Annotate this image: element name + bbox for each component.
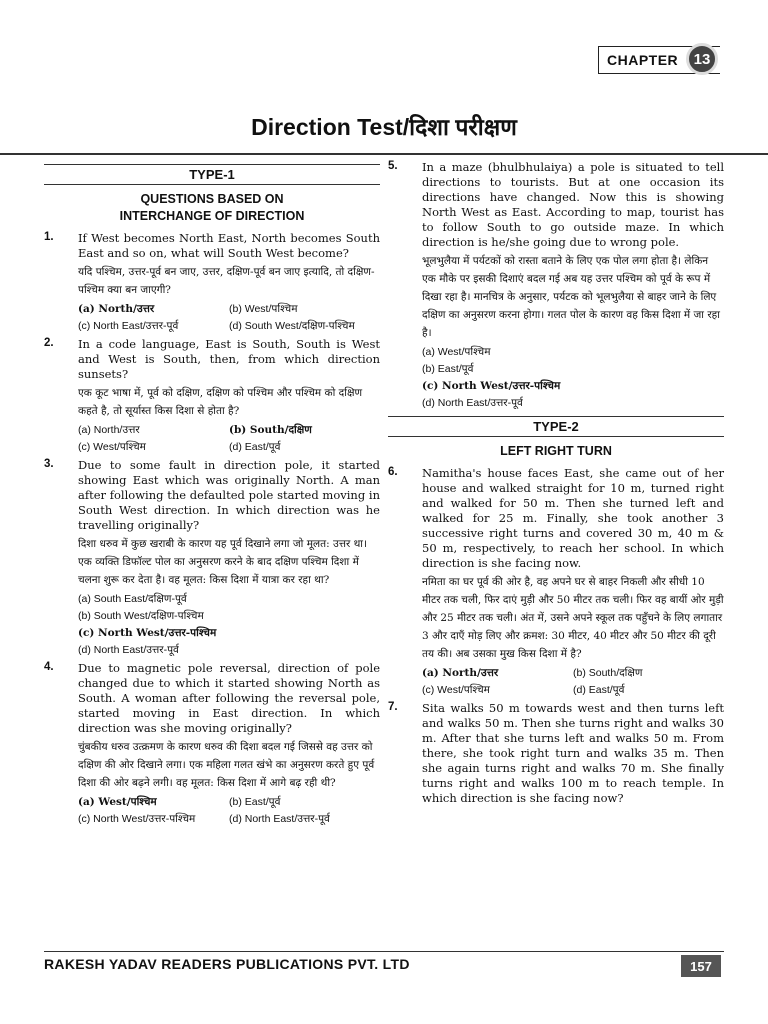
- question-number: 4.: [44, 661, 54, 673]
- footer-divider: [44, 951, 724, 952]
- options: [78, 301, 380, 335]
- question-text-hi: एक कूट भाषा में, पूर्व को दक्षिण, दक्षिण को पश्चिम और पश्चिम को दक्षिण कहते है, तो सूर्यास्त किस दिशा से होता है?: [78, 387, 363, 417]
- question-text-hi: दिशा धरुव में कुछ खराबी के कारण यह पूर्व दिखाने लगा जो मूलत: उत्तर था। एक व्यक्ति डिफॉल्ट पोल का अनुसरण करने के बाद दक्षिण पश्चिम दिशा में चलना शुरू कर देता है। वह मूलत: किस दिशा में यात्रा कर रहा था?: [78, 538, 368, 586]
- option-d: (d) East/पूर्व: [229, 441, 281, 453]
- question-text-en: Due to magnetic pole reversal, direction of pole changed due to which it started showing North as South. A woman after following the reversal pole, started moving in East direction. In which direction was she moving originally?: [78, 661, 380, 735]
- option-b: (b) South/दक्षिण: [573, 667, 643, 679]
- option-c: (c) West/पश्चिम: [78, 441, 146, 453]
- option-d: (d) North East/उत्तर-पूर्व: [422, 397, 523, 409]
- question-text-hi: यदि पश्चिम, उत्तर-पूर्व बन जाए, उत्तर, दक्षिण-पूर्व बन जाए इत्यादि, तो दक्षिण-पश्चिम क्या बन जाएगी?: [78, 266, 375, 296]
- page-number: 157: [681, 955, 721, 977]
- option-c: (c) North West/उत्तर-पश्चिम: [78, 627, 217, 639]
- question-number: 2.: [44, 337, 54, 349]
- option-a: (a) West/पश्चिम: [78, 796, 157, 808]
- option-a: (a) North/उत्तर: [78, 303, 155, 315]
- publisher-name: RAKESH YADAV READERS PUBLICATIONS PVT. LTD: [44, 956, 410, 972]
- type-2-heading: TYPE-2: [388, 416, 724, 437]
- question-text-en: Sita walks 50 m towards west and then turns left and walks 50 m. Then she turns right and walks 30 m. After that she turns left and walks 50 m. From there, she took right turn and walks 35 m. Then she again turns right and walks 70 m. She finally turns right and walks 100 m to reach temple. In which direction is she facing now?: [422, 701, 724, 805]
- question-5: [388, 160, 724, 412]
- title-divider: [0, 153, 768, 155]
- question-number: 7.: [388, 701, 398, 713]
- question-7: [388, 701, 724, 806]
- option-b: (b) West/पश्चिम: [229, 303, 298, 315]
- chapter-label: CHAPTER: [607, 52, 679, 68]
- type-1-subheading: [44, 191, 380, 225]
- option-d: (d) North East/उत्तर-पूर्व: [78, 644, 179, 656]
- option-c: (c) North West/उत्तर-पश्चिम: [422, 380, 561, 392]
- options: [78, 591, 380, 659]
- type-1-heading: TYPE-1: [44, 164, 380, 185]
- question-4: [44, 661, 380, 828]
- subheading-line-2: INTERCHANGE OF DIRECTION: [119, 209, 305, 223]
- type-2-subheading: LEFT RIGHT TURN: [500, 444, 612, 458]
- question-number: 3.: [44, 458, 54, 470]
- question-text-en: If West becomes North East, North becomes South East and so on, what will South West become?: [78, 231, 380, 260]
- option-c: (c) North East/उत्तर-पूर्व: [78, 320, 179, 332]
- question-number: 6.: [388, 466, 398, 478]
- question-text-en: In a maze (bhulbhulaiya) a pole is situated to tell directions to tourists. But at one occasion its directions have changed. Now this is showing North West as East. According to map, tourist has to follow South to go outside maze. In which direction is he/she going due to wrong pole.: [422, 160, 724, 249]
- question-text-en: Namitha's house faces East, she came out of her house and walked straight for 10 m, turned right and walked for 50 m. Then she turned left and walked for 25 m. Finally, she took another 3 successive right turns and covered 30 m, 40 m & 50 m, respectively, to reach her school. In which direction is she facing now.: [422, 466, 724, 570]
- question-1: [44, 231, 380, 335]
- option-b: (b) East/पूर्व: [422, 363, 474, 375]
- option-d: (d) East/पूर्व: [573, 684, 625, 696]
- question-3: [44, 458, 380, 659]
- options: [422, 344, 724, 412]
- subheading-line-1: QUESTIONS BASED ON: [140, 192, 284, 206]
- question-text-en: In a code language, East is South, South is West and West is South, then, from which direction sunsets?: [78, 337, 380, 381]
- question-2: [44, 337, 380, 456]
- question-number: 1.: [44, 231, 54, 243]
- options: [422, 665, 724, 699]
- question-6: [388, 466, 724, 699]
- option-d: (d) North East/उत्तर-पूर्व: [229, 813, 330, 825]
- chapter-number: 13: [686, 43, 718, 75]
- option-b: (b) South West/दक्षिण-पश्चिम: [78, 610, 204, 622]
- option-b: (b) East/पूर्व: [229, 796, 281, 808]
- right-column: [388, 160, 724, 808]
- question-text-hi: भूलभुलैया में पर्यटकों को रास्ता बताने के लिए एक पोल लगा होता है। लेकिन एक मौके पर इसकी दिशाएं बदल गई अब यह उत्तर पश्चिम को पूर्व के रूप में दिखा रहा है। मानचित्र के अनुसार, पर्यटक को भूलभुलैया से बाहर जाने के लिए दक्षिण का अनुसरण करना होगा। गलत पोल के कारण वह किस दिशा में जा रहा है।: [422, 255, 720, 339]
- option-c: (c) West/पश्चिम: [422, 684, 490, 696]
- option-d: (d) South West/दक्षिण-पश्चिम: [229, 320, 355, 332]
- question-number: 5.: [388, 160, 398, 172]
- question-text-hi: चुंबकीय धरुव उत्क्रमण के कारण धरुव की दिशा बदल गई जिससे वह उत्तर को दक्षिण की ओर दिखाने लगा। एक महिला गलत खंभे का अनुसरण करते हुए पूर्व दिशा की ओर बढ़ने लगी। वह मूलत: किस दिशा में आगे बढ़ रही थी?: [78, 741, 375, 789]
- left-column: [44, 160, 380, 830]
- option-a: (a) North/उत्तर: [422, 667, 499, 679]
- chapter-badge: [598, 46, 720, 74]
- option-a: (a) North/उत्तर: [78, 424, 140, 436]
- question-text-hi: नमिता का घर पूर्व की ओर है, वह अपने घर से बाहर निकली और सीधी 10 मीटर तक चली, फिर दाएं मुड़ी और 50 मीटर तक चली। फिर वह बायीं ओर मुड़ी और 25 मीटर तक चली। अंत में, उसने अपने स्कूल तक पहुँचने के लिए लगातार 3 और दाएँ मोड़ लिए और क्रमश: 30 मीटर, 40 मीटर और 50 मीटर की दूरी तय की। अब उसका मुख किस दिशा में है?: [422, 576, 724, 660]
- options: [78, 794, 380, 828]
- option-c: (c) North West/उत्तर-पश्चिम: [78, 813, 196, 825]
- question-text-en: Due to some fault in direction pole, it started showing East which was originally North. A man after following the defaulted pole started moving in South West direction. In which direction was he travelling originally?: [78, 458, 380, 532]
- option-a: (a) West/पश्चिम: [422, 346, 491, 358]
- option-a: (a) South East/दक्षिण-पूर्व: [78, 593, 187, 605]
- options: [78, 422, 380, 456]
- page-title: Direction Test/दिशा परीक्षण: [251, 114, 517, 140]
- option-b: (b) South/दक्षिण: [229, 424, 312, 436]
